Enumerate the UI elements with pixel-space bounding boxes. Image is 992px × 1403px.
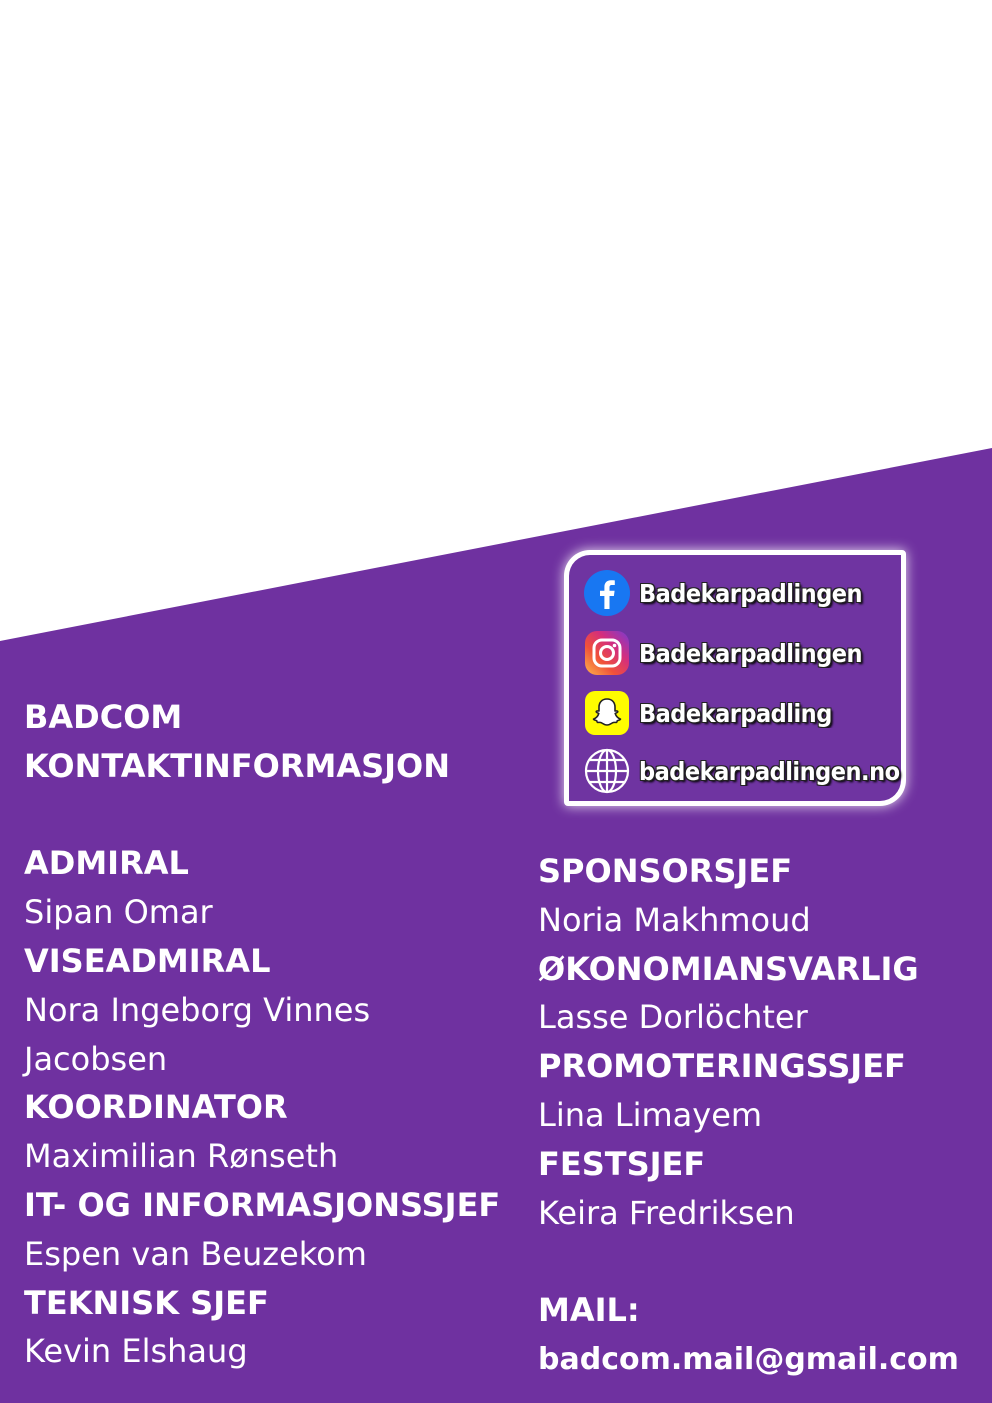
role-title-admiral: ADMIRAL [24, 844, 189, 883]
role-name-okonomiansvarlig: Lasse Dorlöchter [538, 998, 808, 1037]
social-row-website[interactable] [583, 745, 909, 797]
role-name-koordinator: Maximilian Rønseth [24, 1137, 339, 1176]
globe-icon [583, 747, 631, 795]
role-name-it-informasjonssjef: Espen van Beuzekom [24, 1234, 367, 1273]
right-contact-column [538, 847, 919, 1237]
role-title-okonomiansvarlig: ØKONOMIANSVARLIG [538, 949, 919, 988]
role-title-viseadmiral: VISEADMIRAL [24, 941, 271, 980]
role-name-teknisk-sjef: Kevin Elshaug [24, 1332, 248, 1371]
role-name-admiral: Sipan Omar [24, 893, 213, 932]
role-title-teknisk-sjef: TEKNISK SJEF [24, 1283, 269, 1322]
heading-kontaktinformasjon: KONTAKTINFORMASJON [24, 746, 451, 785]
role-name-festsjef: Keira Fredriksen [538, 1193, 795, 1232]
facebook-icon [583, 569, 631, 617]
role-title-koordinator: KOORDINATOR [24, 1088, 288, 1127]
social-row-facebook[interactable] [583, 567, 909, 619]
role-name-sponsorsjef: Noria Makhmoud [538, 900, 811, 939]
role-title-it-informasjonssjef: IT- OG INFORMASJONSSJEF [24, 1185, 501, 1224]
role-title-festsjef: FESTSJEF [538, 1144, 706, 1183]
mail-section [538, 1284, 959, 1385]
role-name-viseadmiral: Nora Ingeborg Vinnes [24, 990, 371, 1029]
role-name-promoteringssjef: Lina Limayem [538, 1095, 763, 1134]
snapchat-handle: Badekarpadling [639, 698, 832, 728]
role-title-promoteringssjef: PROMOTERINGSSJEF [538, 1047, 906, 1086]
left-contact-column [24, 693, 500, 1376]
heading-badcom: BADCOM [24, 698, 183, 736]
snapchat-icon [583, 689, 631, 737]
social-row-instagram[interactable] [583, 627, 909, 679]
mail-address[interactable]: badcom.mail@gmail.com [538, 1342, 959, 1377]
spacer [24, 791, 500, 840]
role-title-sponsorsjef: SPONSORSJEF [538, 852, 793, 890]
social-row-snapchat[interactable] [583, 687, 909, 739]
role-name-viseadmiral-cont: Jacobsen [24, 1039, 168, 1078]
social-media-box [564, 550, 906, 806]
instagram-icon [583, 629, 631, 677]
facebook-handle: Badekarpadlingen [639, 578, 863, 608]
mail-label: MAIL: [538, 1291, 640, 1329]
website-handle: badekarpadlingen.no [639, 756, 900, 786]
instagram-handle: Badekarpadlingen [639, 638, 863, 668]
